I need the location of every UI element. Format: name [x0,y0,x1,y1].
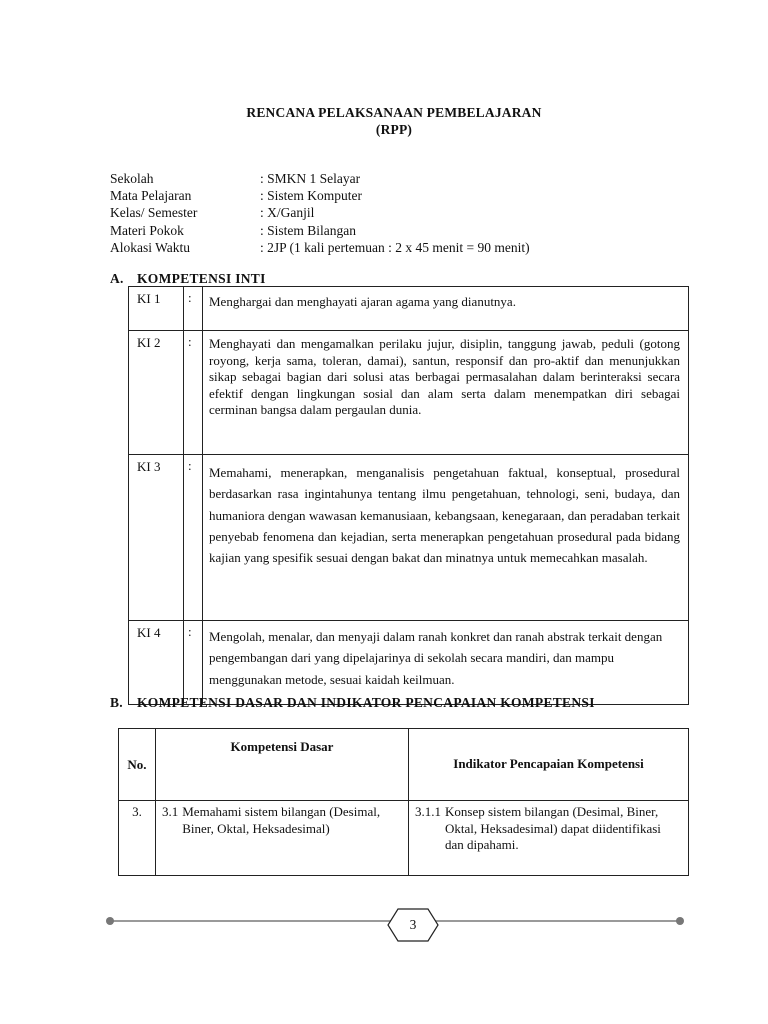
section-letter: B. [110,695,123,710]
kompetensi-dasar-table [118,728,689,876]
section-title: KOMPETENSI INTI [137,271,266,286]
table-row [129,455,689,621]
identity-value: : SMKN 1 Selayar [260,171,361,186]
ki-colon: : [184,455,203,621]
document-subtitle: (RPP) [375,122,413,137]
identity-value: : 2JP (1 kali pertemuan : 2 x 45 menit = 90 menit) [260,239,530,255]
column-header-kompetensi-dasar: Kompetensi Dasar [156,729,409,801]
identity-row-sekolah [110,170,530,187]
ki-description: Menghargai dan menghayati ajaran agama yang dianutnya. [203,287,689,331]
indikator-cell [409,801,689,876]
ki-code: KI 1 [129,287,184,331]
table-row [129,621,689,705]
table-row [129,287,689,331]
identity-label: Kelas/ Semester [110,205,198,221]
kd-item [162,804,402,837]
footer-left-dot [106,917,114,925]
identity-value: : X/Ganjil [260,205,315,221]
ki-description: Memahami, menerapkan, menganalisis pengetahuan faktual, konseptual, prosedural berdasarkan rasa ingintahunya tentang ilmu pengetahuan, tehnologi, seni, budaya, dan humaniora dengan wawasan kemanusiaan, kebangsaan, kenegaraan, dan peradaban terkait penyebab fenomena dan kejadian, serta menerapkan pengetahuan prosedural pada bidang kajian yang spesifik sesuai dengan bakat dan minatnya untuk memecahkan masalah. [203,455,689,621]
ki-colon: : [184,331,203,455]
ki-code: KI 2 [129,331,184,455]
kd-text: Memahami sistem bilangan (Desimal, Biner, Oktal, Heksadesimal) [182,804,381,836]
identity-label: Sekolah [110,171,154,186]
identity-row-materi-pokok [110,222,530,239]
indikator-number: 3.1.1 [415,804,441,819]
kompetensi-inti-table [128,286,689,705]
section-b-heading [110,695,595,711]
ki-description: Menghayati dan mengamalkan perilaku jujur, disiplin, tanggung jawab, peduli (gotong royong, kerja sama, toleran, damai), santun, responsif dan pro-aktif dan menunjukkan sikap sebagai bagian dari solusi atas berbagai permasalahan dalam berinteraksi secara efektif dengan lingkungan sosial dan alam serta dalam menempatkan diri sebagai cerminan bangsa dalam pergaulan dunia. [203,331,689,455]
section-a-heading [110,271,266,287]
identity-label: Mata Pelajaran [110,188,192,204]
identity-row-kelas-semester [110,204,530,221]
ki-colon: : [184,621,203,705]
table-header-row [119,729,689,801]
ki-colon: : [184,287,203,331]
identity-row-alokasi-waktu [110,239,530,256]
footer-right-dot [676,917,684,925]
ki-code: KI 3 [129,455,184,621]
page-number: 3 [409,917,417,932]
ki-description: Mengolah, menalar, dan menyaji dalam ranah konkret dan ranah abstrak terkait dengan pengembangan dari yang dipelajarinya di sekolah secara mandiri, dan mampu menggunakan metode, sesuai kaidah keilmuan. [203,621,689,705]
identity-value: : Sistem Bilangan [260,222,356,238]
column-header-no: No. [119,729,156,801]
row-number: 3. [119,801,156,876]
section-title: KOMPETENSI DASAR DAN INDIKATOR PENCAPAIAN KOMPETENSI [137,695,595,710]
section-letter: A. [110,271,124,286]
kompetensi-dasar-cell [156,801,409,876]
indikator-text: Konsep sistem bilangan (Desimal, Biner, Oktal, Heksadesimal) dapat diidentifikasi dan dipahami. [445,804,661,852]
document-title: RENCANA PELAKSANAAN PEMBELAJARAN [246,105,542,120]
identity-row-mata-pelajaran [110,187,530,204]
kd-number: 3.1 [162,804,179,819]
identity-label: Materi Pokok [110,222,184,238]
column-header-indikator: Indikator Pencapaian Kompetensi [409,729,689,801]
table-row [119,801,689,876]
identity-value: : Sistem Komputer [260,188,362,204]
table-row [129,331,689,455]
ki-code: KI 4 [129,621,184,705]
indikator-item [415,804,682,854]
identity-block [110,170,530,256]
identity-label: Alokasi Waktu [110,239,191,255]
